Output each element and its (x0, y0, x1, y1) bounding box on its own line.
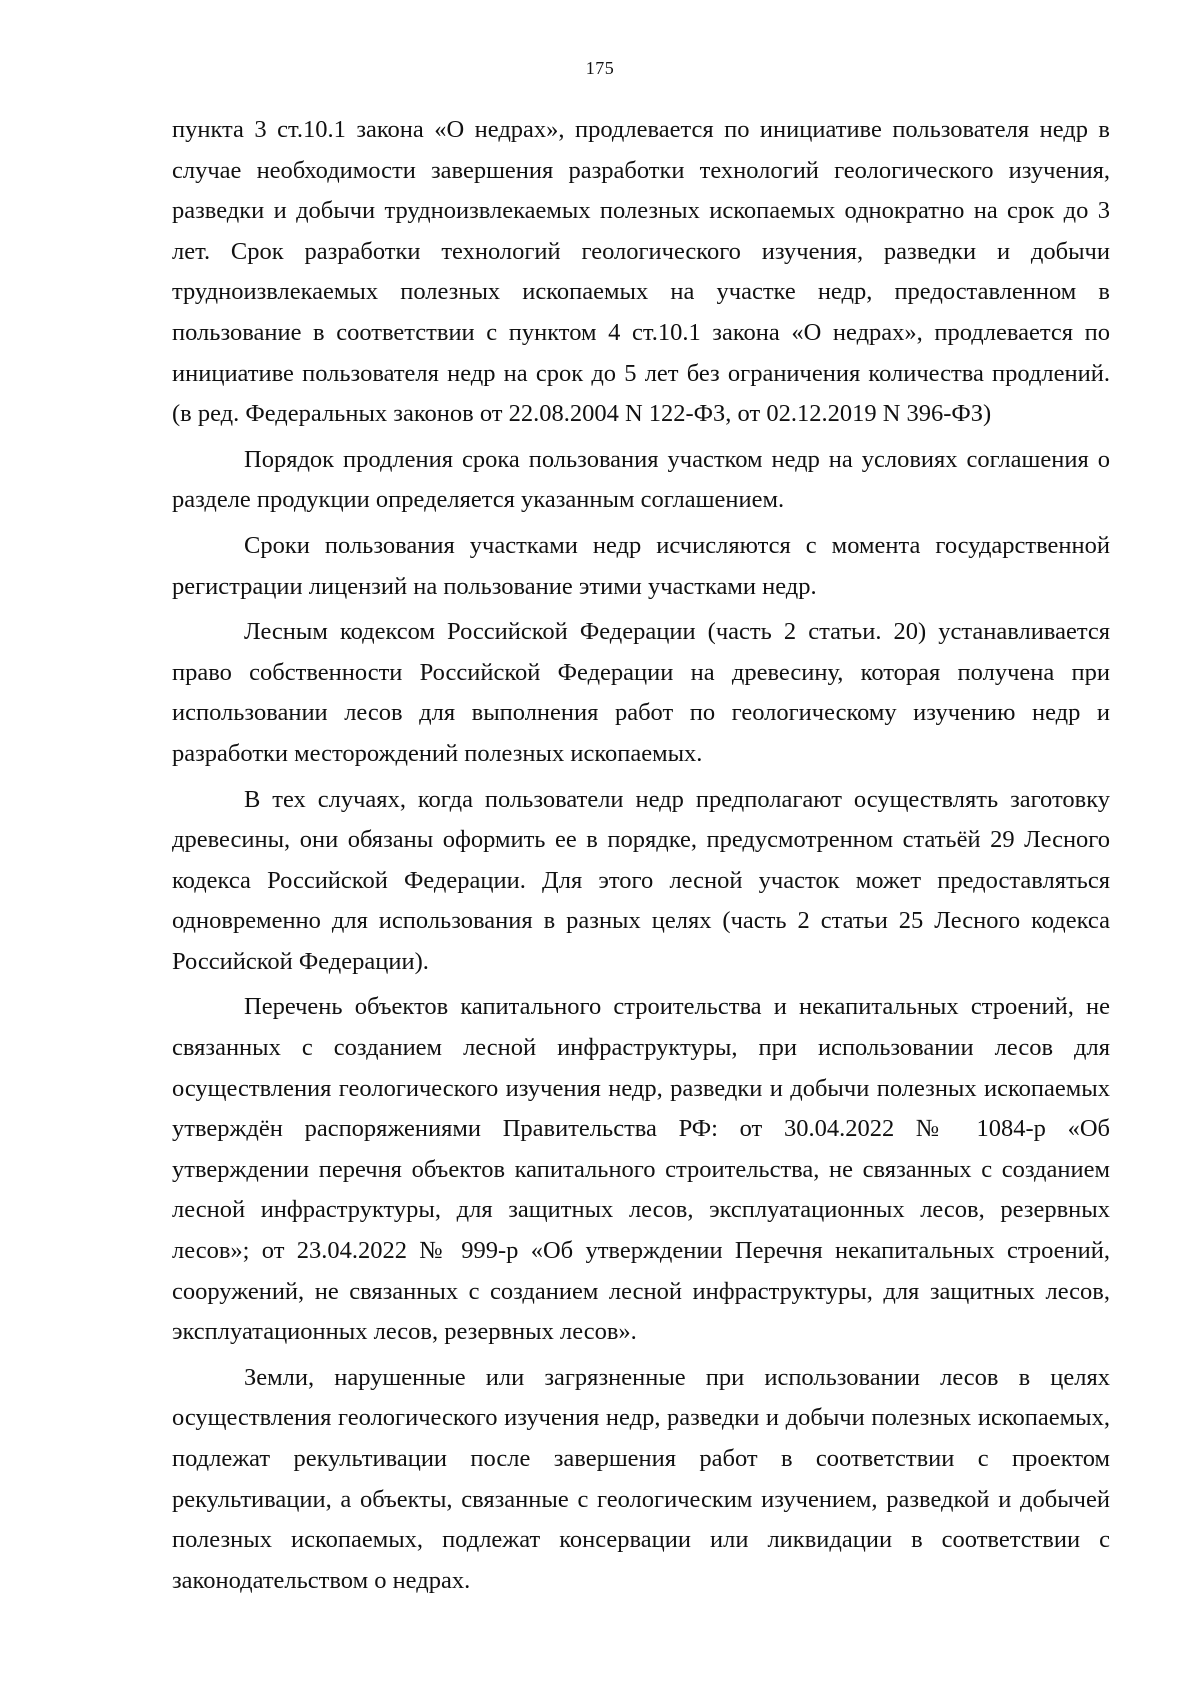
paragraph-continuation: пункта 3 ст.10.1 закона «О недрах», продлевается по инициативе пользователя недр в случае необходимости завершения разработки технологий геологического изучения, разведки и добычи трудноизвлекаемых полезных ископаемых однократно на срок до 3 лет. Срок разработки технологий геологического изучения, разведки и добычи трудноизвлекаемых полезных ископаемых на участке недр, предоставленном в пользование в соответствии с пунктом 4 ст.10.1 закона «О недрах», продлевается по инициативе пользователя недр на срок до 5 лет без ограничения количества продлений. (в ред. Федеральных законов от 22.08.2004 N 122-ФЗ, от 02.12.2019 N 396-ФЗ) (172, 116, 1110, 428)
paragraph: Земли, нарушенные или загрязненные при использовании лесов в целях осуществления геологического изучения недр, разведки и добычи полезных ископаемых, подлежат рекультивации после завершения работ в соответствии с проектом рекультивации, а объекты, связанные с геологическим изучением, разведкой и добычей полезных ископаемых, подлежат консервации или ликвидации в соответствии с законодательством о недрах. (172, 1363, 1110, 1594)
paragraph: В тех случаях, когда пользователи недр предполагают осуществлять заготовку древесины, они обязаны оформить ее в порядке, предусмотренном статьёй 29 Лесного кодекса Российской Федерации. Для этого лесной участок может предоставляться одновременно для использования в разных целях (часть 2 статьи 25 Лесного кодекса Российской Федерации). (172, 785, 1110, 975)
paragraph: Сроки пользования участками недр исчисляются с момента государственной регистрации лицензий на пользование этими участками недр. (172, 531, 1110, 600)
document-body (172, 110, 1110, 1606)
paragraph: Перечень объектов капитального строительства и некапитальных строений, не связанных с созданием лесной инфраструктуры, при использовании лесов для осуществления геологического изучения недр, разведки и добычи полезных ископаемых утверждён распоряжениями Правительства РФ: от 30.04.2022 № 1084-р «Об утверждении перечня объектов капитального строительства, не связанных с созданием лесной инфраструктуры, для защитных лесов, эксплуатационных лесов, резервных лесов»; от 23.04.2022 № 999-р «Об утверждении Перечня некапитальных строений, сооружений, не связанных с созданием лесной инфраструктуры, для защитных лесов, эксплуатационных лесов, резервных лесов». (172, 993, 1110, 1346)
page-number: 175 (585, 58, 615, 78)
paragraph: Порядок продления срока пользования участком недр на условиях соглашения о разделе продукции определяется указанным соглашением. (172, 445, 1110, 514)
paragraph: Лесным кодексом Российской Федерации (часть 2 статьи. 20) устанавливается право собственности Российской Федерации на древесину, которая получена при использовании лесов для выполнения работ по геологическому изучению недр и разработки месторождений полезных ископаемых. (172, 618, 1110, 767)
